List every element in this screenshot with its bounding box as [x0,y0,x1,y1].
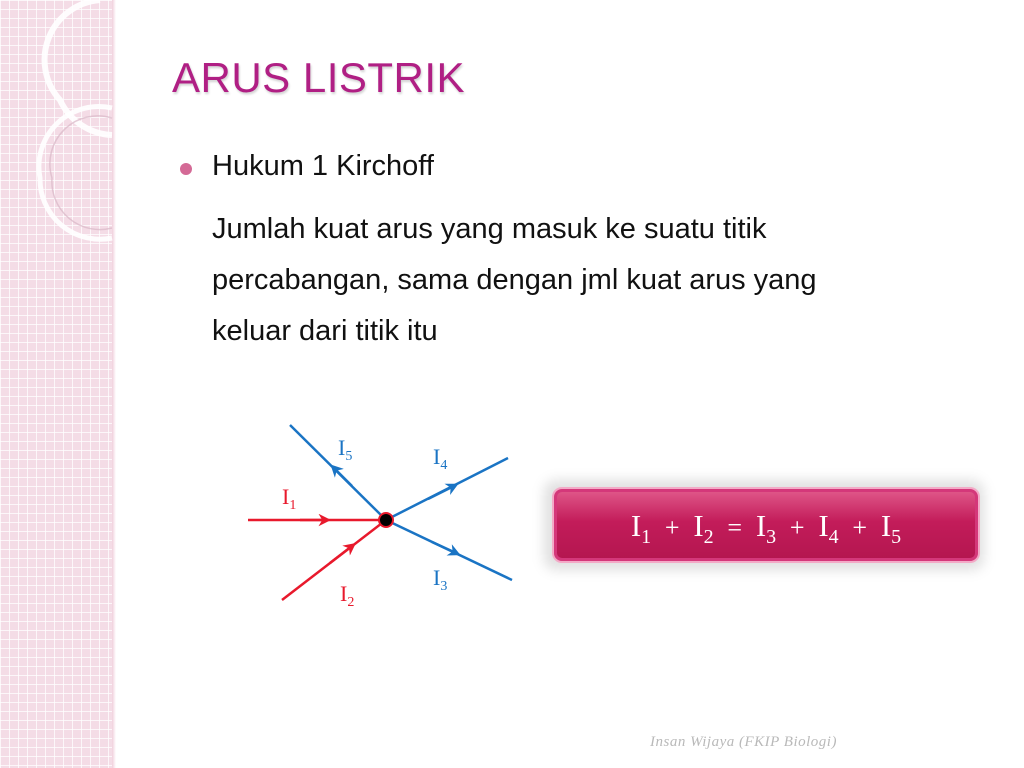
equation-text [601,500,931,550]
paragraph-line: percabangan, sama dengan jml kuat arus yang [212,264,817,296]
eq-operator: + [852,513,868,542]
arrow-i2 [330,546,352,563]
eq-term: I [880,508,892,543]
bullet-dot-icon [180,163,192,175]
footer-credit: Insan Wijaya (FKIP Biologi) [650,734,837,750]
bullet-text: Hukum 1 Kirchoff [212,150,434,182]
junction-diagram [240,415,530,615]
eq-operator: = [727,513,743,542]
label-i1: $I_1$ [282,484,297,513]
label-i2: $I_2$ [340,581,355,610]
decorative-circles [0,0,180,260]
arrow-i3 [432,542,456,553]
paragraph-line: Jumlah kuat arus yang masuk ke suatu titik [212,213,767,245]
equation-box [552,487,980,563]
label-i5: $I_5$ [338,435,353,464]
arrow-i5 [334,468,352,486]
arrow-i4 [428,486,454,499]
label-i3: $I_3$ [433,565,448,594]
eq-term: I [693,508,704,543]
eq-term: I [755,508,767,543]
paragraph-line: keluar dari titik itu [212,315,438,347]
eq-term: I [818,508,829,543]
definition-paragraph [212,204,972,357]
slide-title: ARUS LISTRIK [172,54,466,101]
eq-operator: + [664,513,680,542]
label-i4: $I_4$ [433,444,448,473]
eq-term: I [630,508,642,543]
junction-node [379,513,393,527]
svg-text:I1 + I2 =: $I_1$ + $I_2$ = $I_3$ + $I_4$ + $I_5$ [630,508,902,548]
eq-operator: + [789,513,805,542]
